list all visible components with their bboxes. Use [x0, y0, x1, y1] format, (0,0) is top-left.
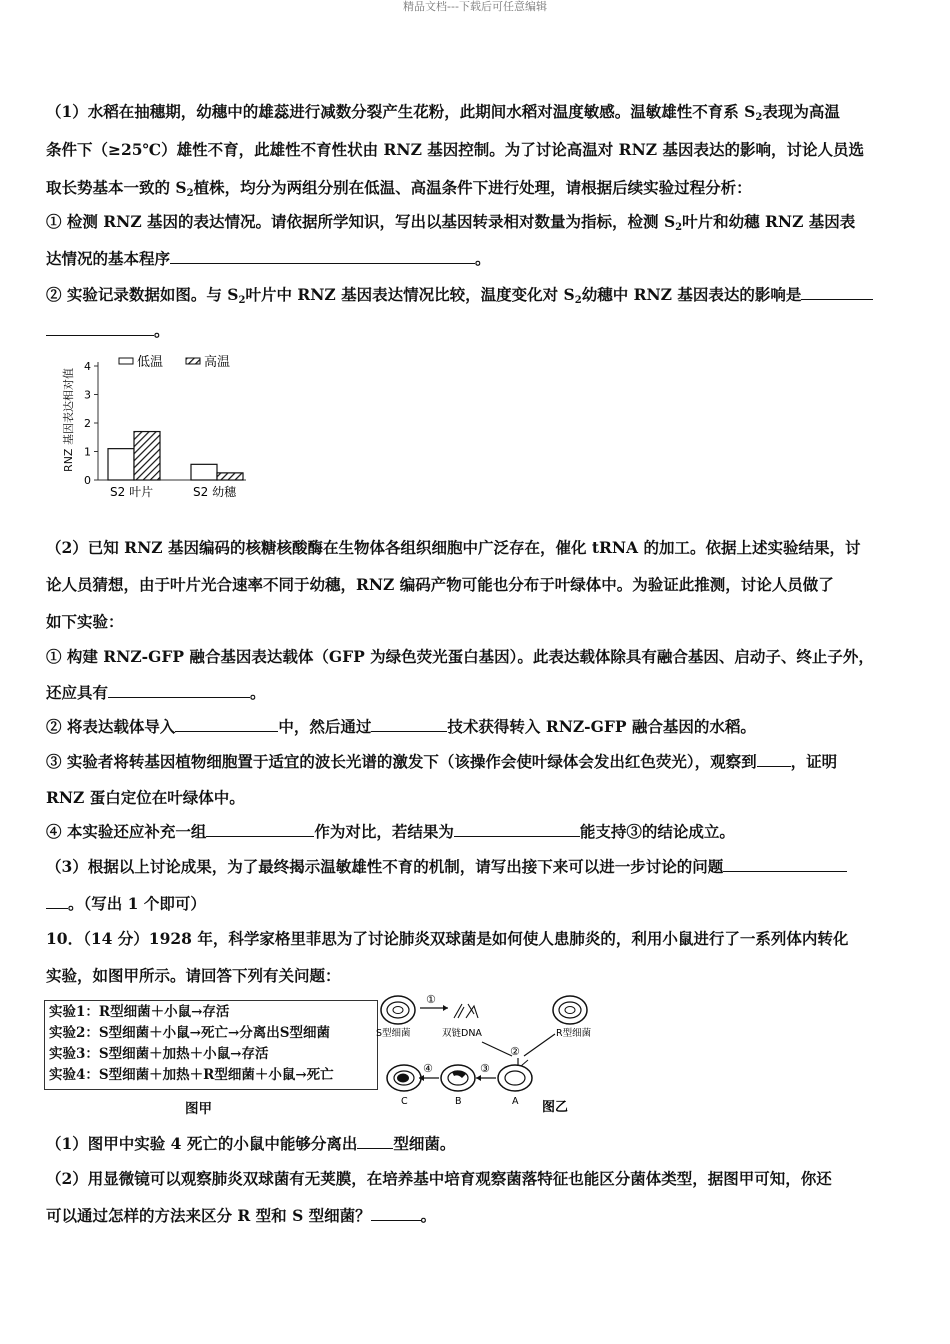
- text: 达情况的基本程序: [46, 249, 171, 268]
- text: ① 检测 RNZ 基因的表达情况。请依据所学知识，写出以基因转录相对数量为指标，检测 S: [46, 212, 676, 231]
- q2-item1-line2: [46, 683, 916, 703]
- step1-label: ①: [426, 993, 436, 1006]
- y-tick-label: 4: [84, 360, 91, 373]
- cell-c-icon: [387, 1065, 421, 1091]
- chart-svg: [46, 350, 256, 505]
- answer-blank[interactable]: [757, 752, 791, 767]
- legend-label: 高温: [204, 355, 231, 370]
- text: ② 将表达载体导入: [46, 717, 176, 736]
- experiment-row: 实验2：S型细菌＋小鼠→死亡→分离出S型细菌: [49, 1025, 331, 1041]
- text: （1）图甲中实验 4 死亡的小鼠中能够分离出: [46, 1134, 358, 1153]
- text: 叶片中 RNZ 基因表达情况比较，温度变化对 S: [245, 285, 575, 304]
- q2-item2: [46, 717, 916, 737]
- text: 幼穗中 RNZ 基因表达的影响是: [581, 285, 802, 304]
- text: 技术获得转入 RNZ-GFP 融合基因的水稻。: [447, 717, 756, 736]
- text: ③ 实验者将转基因植物细胞置于适宜的波长光谱的激发下（该操作会使叶绿体会发出红色荧光），观察到: [46, 752, 757, 771]
- q1-item2-line2: [46, 321, 916, 341]
- text: ④ 本实验还应补充一组: [46, 822, 207, 841]
- answer-blank[interactable]: [371, 717, 447, 732]
- subscript: 2: [574, 295, 582, 306]
- q1-item2-line1: [46, 285, 916, 311]
- q10-line1: 10．（14 分）1928 年，科学家格里菲思为了讨论肺炎双球菌是如何使人患肺炎的，利用小鼠进行了一系列体内转化: [46, 929, 849, 948]
- text: （1）水稻在抽穗期，幼穗中的雄蕊进行减数分裂产生花粉，此期间水稻对温度敏感。温敏雄性不育系 S: [46, 102, 756, 121]
- figure-yi-diagram: [370, 990, 620, 1115]
- bar-high-temp: [217, 473, 243, 480]
- answer-blank[interactable]: [46, 321, 154, 336]
- r-bacterium-icon: [553, 996, 587, 1024]
- q2-item1-line1: ① 构建 RNZ-GFP 融合基因表达载体（GFP 为绿色荧光蛋白基因）。此表达载体除具有融合基因、启动子、终止子外，: [46, 647, 874, 666]
- text: 可以通过怎样的方法来区分 R 型和 S 型细菌？: [46, 1206, 371, 1225]
- q2-line1: （2）已知 RNZ 基因编码的核糖核酸酶在生物体各组织细胞中广泛存在，催化 tRNA 的加工。依据上述实验结果，讨: [46, 538, 861, 557]
- q2-line2: 论人员猜想，由于叶片光合速率不同于幼穗，RNZ 编码产物可能也分布于叶绿体中。为验证此推测，讨论人员做了: [46, 575, 834, 594]
- letter-b: B: [455, 1096, 462, 1107]
- dna-fragments-icon: [454, 1004, 478, 1018]
- text: 表现为高温: [762, 102, 840, 121]
- text: （3）根据以上讨论成果，为了最终揭示温敏雄性不育的机制，请写出接下来可以进一步讨论的问题: [46, 857, 724, 876]
- answer-blank[interactable]: [108, 683, 250, 698]
- y-tick-label: 3: [84, 388, 91, 402]
- q10-1: [46, 1134, 916, 1154]
- label-dna: 双链DNA: [442, 1028, 482, 1039]
- text: ② 实验记录数据如图。与 S: [46, 285, 239, 304]
- q10-2-line2: [46, 1206, 916, 1226]
- y-tick-label: 2: [84, 417, 91, 430]
- text: ，证明: [790, 752, 838, 771]
- text: 。: [475, 249, 491, 268]
- answer-blank[interactable]: [175, 717, 278, 732]
- figure-jia-caption: 图甲: [185, 1101, 212, 1117]
- text: 取长势基本一致的 S: [46, 178, 187, 197]
- text: 作为对比，若结果为: [314, 822, 454, 841]
- q2-line3: 如下实验：: [46, 612, 124, 631]
- bar-low-temp: [191, 464, 217, 480]
- answer-blank[interactable]: [357, 1134, 393, 1149]
- q1-item1-line1: [46, 212, 916, 238]
- subscript: 2: [675, 222, 683, 233]
- x-tick-label: S2 幼穗: [193, 485, 237, 499]
- text: 。: [420, 1206, 437, 1225]
- letter-c: C: [401, 1096, 408, 1107]
- arrowhead-icon: [476, 1075, 481, 1081]
- text: 叶片和幼穗 RNZ 基因表: [682, 212, 856, 231]
- letter-a: A: [512, 1096, 519, 1107]
- label-r-bacteria: R型细菌: [556, 1028, 592, 1039]
- q10-line2: 实验，如图甲所示。请回答下列有关问题：: [46, 966, 341, 985]
- experiment-row: 实验1：R型细菌＋小鼠→存活: [49, 1004, 230, 1020]
- cell-b-icon: [441, 1065, 475, 1091]
- q1-item1-line2: [46, 249, 916, 269]
- text: 能支持③的结论成立。: [579, 822, 735, 841]
- q3-line2: [46, 894, 916, 914]
- q1-intro-line2: 条件下（≥25℃）雄性不育，此雄性不育性状由 RNZ 基因控制。为了讨论高温对 RNZ 基因表达的影响，讨论人员选: [46, 140, 864, 159]
- arrow-r-to-a: [524, 1034, 555, 1056]
- cell-a-icon: [498, 1060, 532, 1091]
- text: 。: [154, 321, 170, 340]
- step4-label: ④: [423, 1062, 433, 1075]
- answer-blank[interactable]: [170, 249, 475, 264]
- arrow-dna-to-a: [482, 1042, 512, 1056]
- q3-line1: [46, 857, 916, 877]
- legend-label: 低温: [137, 355, 164, 370]
- text: 。: [250, 683, 266, 702]
- answer-blank[interactable]: [454, 822, 580, 837]
- legend-swatch: [119, 358, 133, 364]
- answer-blank[interactable]: [371, 1206, 421, 1221]
- y-tick-label: 1: [84, 445, 91, 459]
- answer-blank[interactable]: [46, 894, 68, 909]
- legend-swatch: [186, 358, 200, 364]
- q10-2-line1: （2）用显微镜可以观察肺炎双球菌有无荚膜，在培养基中培育观察菌落特征也能区分菌体类型，据图甲可知，你还: [46, 1169, 832, 1188]
- q2-item3-line2: RNZ 蛋白定位在叶绿体中。: [46, 788, 245, 807]
- y-tick-label: 0: [84, 474, 91, 487]
- text: 中，然后通过: [278, 717, 372, 736]
- bar-low-temp: [108, 449, 134, 480]
- experiment-row: 实验4：S型细菌＋加热＋R型细菌＋小鼠→死亡: [49, 1067, 334, 1083]
- text: 型细菌。: [393, 1134, 456, 1153]
- text: 。（写出 1 个即可）: [68, 894, 206, 913]
- label-s-bacteria: S型细菌: [376, 1028, 411, 1039]
- page-header: 精品文档---下载后可任意编辑: [403, 0, 547, 13]
- s-bacterium-icon: [381, 996, 415, 1024]
- subscript: 2: [238, 295, 246, 306]
- q2-item3-line1: [46, 752, 916, 772]
- figure-jia-table: [44, 1000, 378, 1090]
- subscript: 2: [186, 188, 194, 199]
- step3-label: ③: [480, 1062, 490, 1075]
- bar-high-temp: [134, 432, 160, 480]
- answer-blank[interactable]: [723, 857, 847, 872]
- step2-label: ②: [510, 1045, 520, 1058]
- text: 植株，均分为两组分别在低温、高温条件下进行处理，请根据后续实验过程分析：: [193, 178, 752, 197]
- arrowhead-icon: [443, 1005, 448, 1011]
- q1-intro-line1: [46, 102, 916, 128]
- bar-chart: [46, 350, 256, 505]
- q1-intro-line3: [46, 178, 916, 204]
- figure-yi-caption: 图乙: [542, 1100, 569, 1115]
- x-tick-label: S2 叶片: [110, 485, 154, 499]
- experiment-row: 实验3：S型细菌＋加热＋小鼠→存活: [49, 1046, 269, 1062]
- q2-item4: [46, 822, 916, 842]
- answer-blank[interactable]: [206, 822, 314, 837]
- answer-blank[interactable]: [801, 285, 873, 300]
- text: 还应具有: [46, 683, 109, 702]
- chart-ylabel: RNZ 基因表达相对值: [62, 368, 75, 472]
- subscript: 2: [755, 112, 763, 123]
